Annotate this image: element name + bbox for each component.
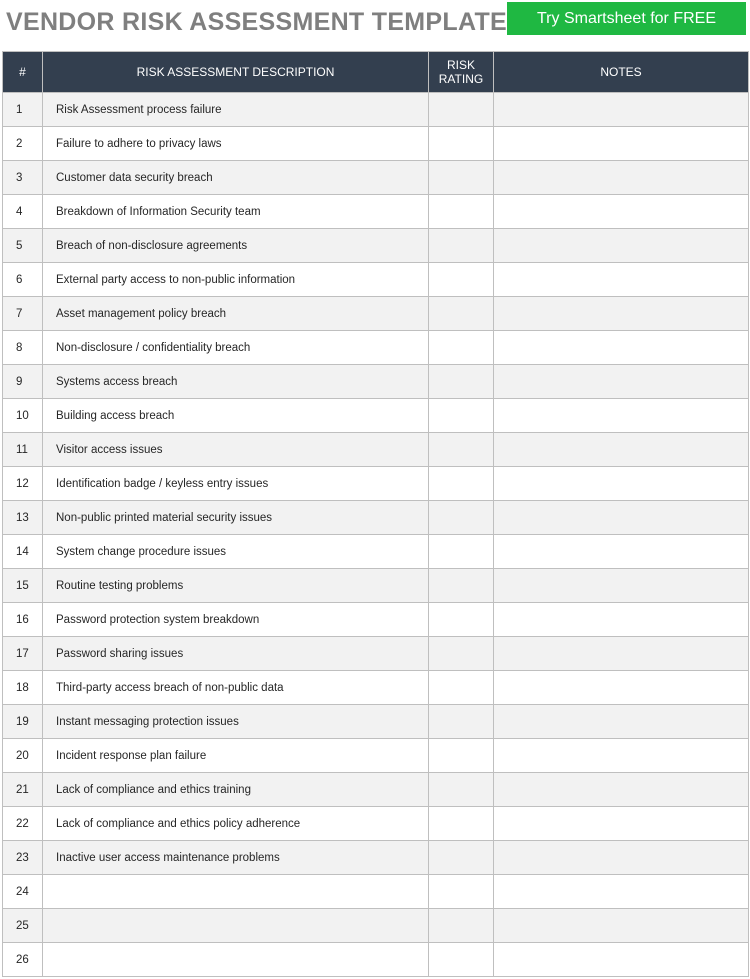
table-row	[3, 875, 749, 909]
table-row	[3, 433, 749, 467]
risk-description-cell[interactable]: Asset management policy breach	[43, 297, 429, 331]
risk-rating-cell[interactable]	[429, 229, 494, 263]
notes-cell[interactable]	[494, 297, 749, 331]
risk-description-cell[interactable]: Incident response plan failure	[43, 739, 429, 773]
table-row	[3, 399, 749, 433]
risk-rating-cell[interactable]	[429, 127, 494, 161]
notes-cell[interactable]	[494, 807, 749, 841]
table-body	[3, 93, 749, 977]
risk-rating-cell[interactable]	[429, 569, 494, 603]
table-row	[3, 841, 749, 875]
risk-rating-header-line2: RATING	[438, 72, 484, 86]
risk-rating-cell[interactable]	[429, 501, 494, 535]
risk-description-cell[interactable]	[43, 875, 429, 909]
risk-rating-cell[interactable]	[429, 773, 494, 807]
table-row	[3, 943, 749, 977]
table-row	[3, 501, 749, 535]
notes-cell[interactable]	[494, 127, 749, 161]
risk-rating-cell[interactable]	[429, 433, 494, 467]
notes-cell[interactable]	[494, 603, 749, 637]
risk-description-cell[interactable]: Non-disclosure / confidentiality breach	[43, 331, 429, 365]
table-header-row	[3, 52, 749, 93]
notes-cell[interactable]	[494, 229, 749, 263]
table-row	[3, 705, 749, 739]
row-number-cell: 6	[3, 263, 43, 297]
row-number-cell: 17	[3, 637, 43, 671]
risk-description-cell[interactable]: Inactive user access maintenance problems	[43, 841, 429, 875]
notes-cell[interactable]	[494, 399, 749, 433]
row-number-cell: 5	[3, 229, 43, 263]
risk-rating-cell[interactable]	[429, 297, 494, 331]
risk-rating-cell[interactable]	[429, 331, 494, 365]
row-number-cell: 2	[3, 127, 43, 161]
table-row	[3, 229, 749, 263]
table-row	[3, 161, 749, 195]
risk-rating-cell[interactable]	[429, 399, 494, 433]
page-title: VENDOR RISK ASSESSMENT TEMPLATE	[6, 8, 508, 36]
risk-description-cell[interactable]: Breakdown of Information Security team	[43, 195, 429, 229]
notes-cell[interactable]	[494, 841, 749, 875]
table-row	[3, 807, 749, 841]
risk-description-cell[interactable]: Visitor access issues	[43, 433, 429, 467]
risk-description-cell[interactable]: Breach of non-disclosure agreements	[43, 229, 429, 263]
notes-cell[interactable]	[494, 637, 749, 671]
notes-cell[interactable]	[494, 909, 749, 943]
table-row	[3, 127, 749, 161]
risk-rating-cell[interactable]	[429, 161, 494, 195]
row-number-cell: 9	[3, 365, 43, 399]
table-row	[3, 467, 749, 501]
row-number-cell: 7	[3, 297, 43, 331]
row-number-cell: 4	[3, 195, 43, 229]
row-number-cell: 19	[3, 705, 43, 739]
risk-description-cell[interactable]: Systems access breach	[43, 365, 429, 399]
risk-rating-cell[interactable]	[429, 365, 494, 399]
table-row	[3, 773, 749, 807]
row-number-cell: 11	[3, 433, 43, 467]
risk-description-cell[interactable]: System change procedure issues	[43, 535, 429, 569]
table-row	[3, 569, 749, 603]
table-row	[3, 909, 749, 943]
row-number-cell: 15	[3, 569, 43, 603]
risk-rating-cell[interactable]	[429, 943, 494, 977]
risk-description-cell[interactable]: Identification badge / keyless entry issues	[43, 467, 429, 501]
notes-cell[interactable]	[494, 739, 749, 773]
risk-rating-cell[interactable]	[429, 705, 494, 739]
risk-rating-cell[interactable]	[429, 263, 494, 297]
risk-description-cell[interactable]: Failure to adhere to privacy laws	[43, 127, 429, 161]
notes-cell[interactable]	[494, 331, 749, 365]
risk-description-cell[interactable]: Building access breach	[43, 399, 429, 433]
row-number-cell: 8	[3, 331, 43, 365]
risk-rating-cell[interactable]	[429, 195, 494, 229]
risk-rating-cell[interactable]	[429, 671, 494, 705]
risk-assessment-table	[2, 51, 749, 977]
table-row	[3, 637, 749, 671]
table-row	[3, 331, 749, 365]
notes-cell[interactable]	[494, 535, 749, 569]
notes-cell[interactable]	[494, 705, 749, 739]
table-row	[3, 739, 749, 773]
risk-description-cell[interactable]: Routine testing problems	[43, 569, 429, 603]
risk-description-cell[interactable]: Password protection system breakdown	[43, 603, 429, 637]
risk-rating-cell[interactable]	[429, 875, 494, 909]
notes-cell[interactable]	[494, 433, 749, 467]
row-number-cell: 25	[3, 909, 43, 943]
risk-rating-cell[interactable]	[429, 467, 494, 501]
row-number-cell: 16	[3, 603, 43, 637]
risk-description-cell[interactable]: Lack of compliance and ethics policy adherence	[43, 807, 429, 841]
row-number-cell: 18	[3, 671, 43, 705]
table-row	[3, 603, 749, 637]
notes-cell[interactable]	[494, 93, 749, 127]
notes-cell[interactable]	[494, 195, 749, 229]
risk-rating-cell[interactable]	[429, 739, 494, 773]
risk-description-cell[interactable]: Customer data security breach	[43, 161, 429, 195]
notes-cell[interactable]	[494, 875, 749, 909]
table-row	[3, 93, 749, 127]
notes-cell[interactable]	[494, 365, 749, 399]
notes-cell[interactable]	[494, 501, 749, 535]
try-smartsheet-button[interactable]: Try Smartsheet for FREE	[507, 2, 746, 35]
row-number-cell: 20	[3, 739, 43, 773]
risk-description-cell[interactable]: Non-public printed material security issues	[43, 501, 429, 535]
row-number-cell: 26	[3, 943, 43, 977]
risk-rating-cell[interactable]	[429, 637, 494, 671]
risk-rating-cell[interactable]	[429, 93, 494, 127]
row-number-cell: 24	[3, 875, 43, 909]
row-number-cell: 13	[3, 501, 43, 535]
risk-rating-cell[interactable]	[429, 603, 494, 637]
risk-rating-cell[interactable]	[429, 807, 494, 841]
table-row	[3, 671, 749, 705]
row-number-cell: 21	[3, 773, 43, 807]
notes-cell[interactable]	[494, 161, 749, 195]
table-row	[3, 195, 749, 229]
notes-cell[interactable]	[494, 467, 749, 501]
risk-description-cell[interactable]	[43, 909, 429, 943]
notes-cell[interactable]	[494, 263, 749, 297]
table-row	[3, 297, 749, 331]
row-number-cell: 23	[3, 841, 43, 875]
risk-description-cell[interactable]: Risk Assessment process failure	[43, 93, 429, 127]
row-number-cell: 1	[3, 93, 43, 127]
column-header-description: RISK ASSESSMENT DESCRIPTION	[43, 52, 429, 93]
risk-description-cell[interactable]	[43, 943, 429, 977]
risk-description-cell[interactable]: Third-party access breach of non-public data	[43, 671, 429, 705]
risk-description-cell[interactable]: Instant messaging protection issues	[43, 705, 429, 739]
column-header-number: #	[3, 52, 43, 93]
row-number-cell: 3	[3, 161, 43, 195]
table-row	[3, 263, 749, 297]
risk-rating-cell[interactable]	[429, 841, 494, 875]
risk-description-cell[interactable]: External party access to non-public information	[43, 263, 429, 297]
column-header-notes: NOTES	[494, 52, 749, 93]
notes-cell[interactable]	[494, 671, 749, 705]
risk-rating-header-line1: RISK	[446, 58, 475, 72]
notes-cell[interactable]	[494, 569, 749, 603]
risk-description-cell[interactable]: Password sharing issues	[43, 637, 429, 671]
notes-cell[interactable]	[494, 773, 749, 807]
risk-description-cell[interactable]: Lack of compliance and ethics training	[43, 773, 429, 807]
table-row	[3, 365, 749, 399]
row-number-cell: 14	[3, 535, 43, 569]
column-header-risk-rating	[429, 52, 494, 93]
row-number-cell: 12	[3, 467, 43, 501]
row-number-cell: 10	[3, 399, 43, 433]
risk-rating-cell[interactable]	[429, 535, 494, 569]
row-number-cell: 22	[3, 807, 43, 841]
risk-rating-cell[interactable]	[429, 909, 494, 943]
table-row	[3, 535, 749, 569]
notes-cell[interactable]	[494, 943, 749, 977]
